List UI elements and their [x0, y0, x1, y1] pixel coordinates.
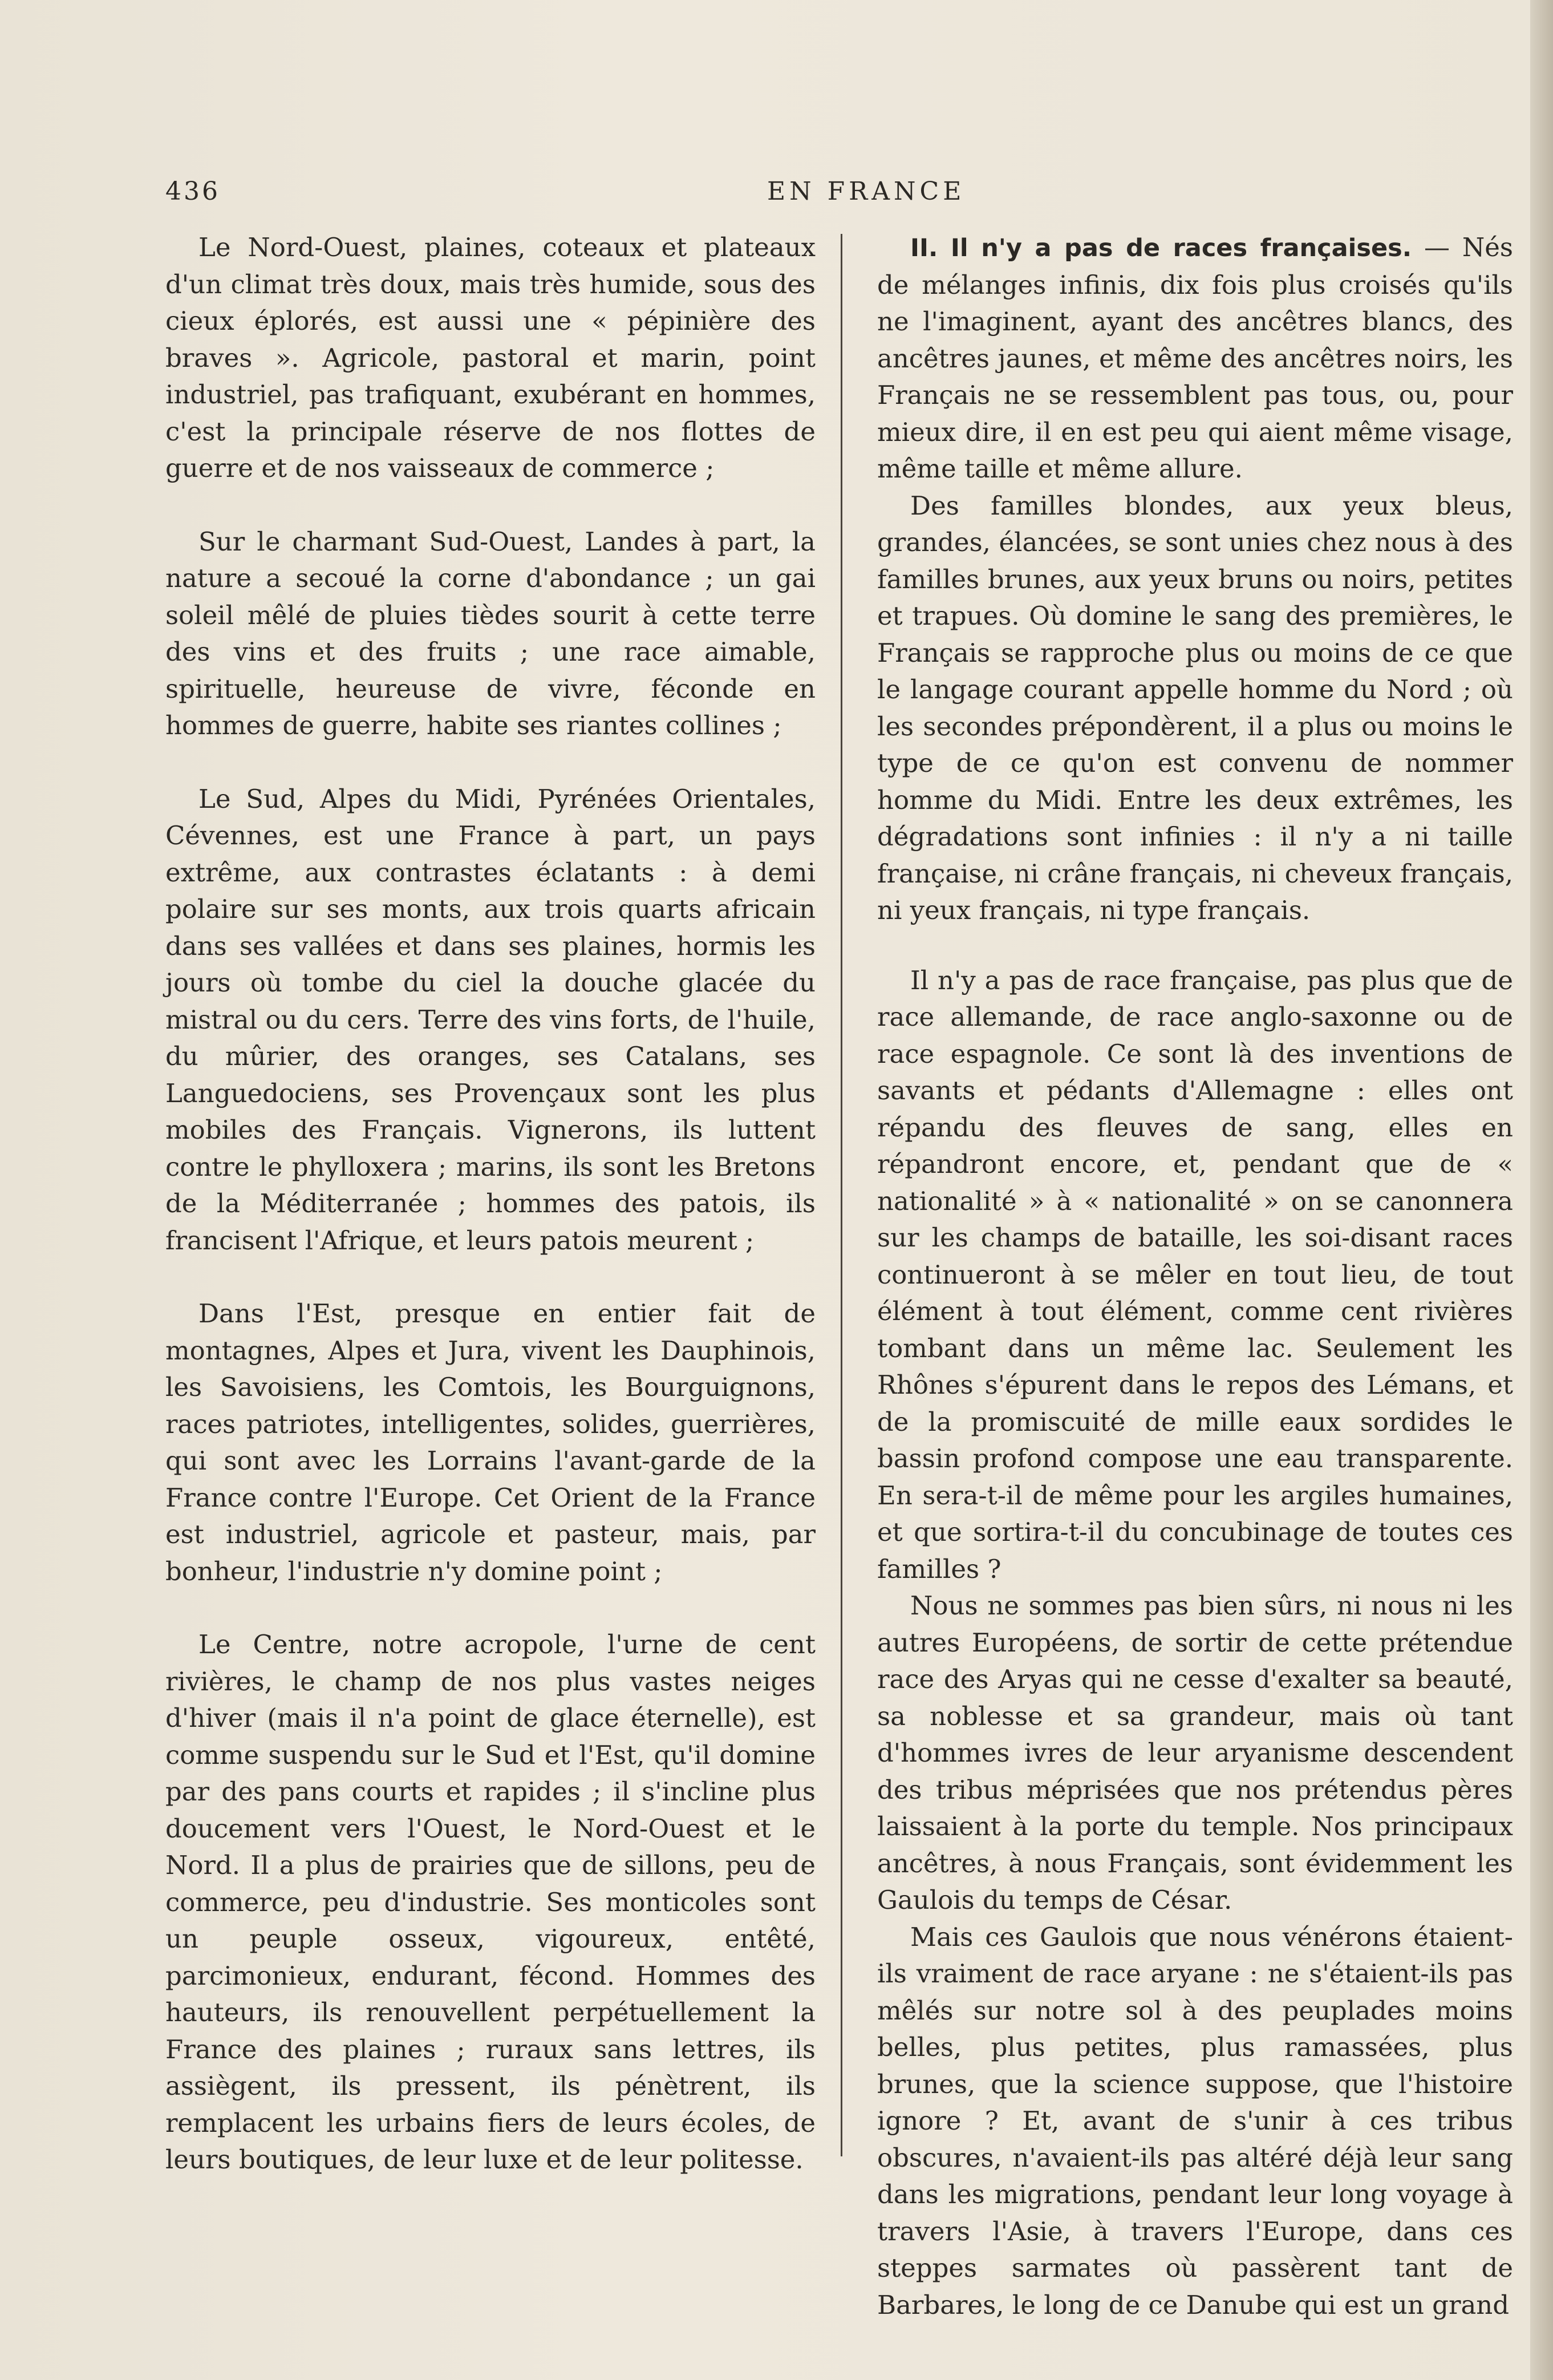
section-heading: II. Il n'y a pas de races françaises.	[910, 234, 1412, 262]
paragraph-gaulois: Mais ces Gaulois que nous vénérons étaient-ils vraiment de race aryane : ne s'étaient-ils pas mêlés sur notre sol à des peuplades moins belles, plus petites, plus ramassées, plus brunes, que la science suppose, que l'histoire ignore ? Et, avant de s'unir à ces tribus obscures, n'avaient-ils pas altéré déjà leur sang dans les migrations, pendant leur long voyage à travers l'Asie, à travers l'Europe, dans ces steppes sarmates où passèrent tant de Barbares, le long de ce Danube qui est un grand	[877, 1921, 1513, 2320]
paragraph-est: Dans l'Est, presque en entier fait de montagnes, Alpes et Jura, vivent les Dauphinois, les Savoisiens, les Comtois, les Bourguignons, races patriotes, intelligentes, solides, guerrières, qui sont avec les Lorrains l'avant-garde de la France contre l'Europe. Cet Orient de la France est industriel, agricole et pasteur, mais, par bonheur, l'industrie n'y domine point ;	[165, 1298, 816, 1586]
column-divider	[841, 234, 842, 2156]
section-paragraph	[877, 229, 1513, 488]
paragraph-nord-ouest: Le Nord-Ouest, plaines, coteaux et plateaux d'un climat très doux, mais très humide, sous des cieux éplorés, est aussi une « pépinière des braves ». Agricole, pastoral et marin, point industriel, pas trafiquant, exubérant en hommes, c'est la principale réserve de nos flottes de guerre et de nos vaisseaux de commerce ;	[165, 232, 816, 483]
left-column	[165, 229, 816, 2175]
paragraph-race-francaise: Il n'y a pas de race française, pas plus que de race allemande, de race anglo-saxonne ou de race espagnole. Ce sont là des inventions de savants et pédants d'Allemagne : elles ont répandu des fleuves de sang, elles en répandront encore, et, pendant que de « nationalité » à « nationalité » on se canonnera sur les champs de bataille, les soi-disant races continueront à se mêler en tout lieu, de tout élément à tout élément, comme cent rivières tombant dans un même lac. Seulement les Rhônes s'épurent dans le repos des Lémans, et de la promiscuité de mille eaux sordides le bassin profond compose une eau transparente. En sera-t-il de même pour les argiles humaines, et que sortira-t-il du concubinage de toutes ces familles ?	[877, 965, 1513, 1584]
right-column	[877, 229, 1513, 2320]
page-number: 436	[165, 177, 220, 206]
section-first-text: — Nés de mélanges infinis, dix fois plus croisés qu'ils ne l'imaginent, ayant des ancêtres blancs, des ancêtres jaunes, et même des ancêtres noirs, les Français ne se ressemblent pas tous, ou, pour mieux dire, il en est peu qui aient même visage, même taille et même allure.	[877, 232, 1513, 484]
paragraph-centre: Le Centre, notre acropole, l'urne de cent rivières, le champ de nos plus vastes neiges d'hiver (mais il n'a point de glace éternelle), est comme suspendu sur le Sud et l'Est, qu'il domine par des pans courts et rapides ; il s'incline plus doucement vers l'Ouest, le Nord-Ouest et le Nord. Il a plus de prairies que de sillons, peu de commerce, peu d'industrie. Ses monticoles sont un peuple osseux, vigoureux, entêté, parcimonieux, endurant, fécond. Hommes des hauteurs, ils renouvellent perpétuellement la France des plaines ; ruraux sans lettres, ils assiègent, ils pressent, ils pénètrent, ils remplacent les urbains fiers de leurs écoles, de leurs boutiques, de leur luxe et de leur politesse.	[165, 1629, 816, 2175]
page-header	[165, 177, 1511, 211]
paragraph-aryas: Nous ne sommes pas bien sûrs, ni nous ni les autres Européens, de sortir de cette prétendue race des Aryas qui ne cesse d'exalter sa beauté, sa noblesse et sa grandeur, mais où tant d'hommes ivres de leur aryanisme descendent des tribus méprisées que nos prétendus pères laissaient à la porte du temple. Nos principaux ancêtres, à nous Français, sont évidemment les Gaulois du temps de César.	[877, 1590, 1513, 1915]
page-edge-shadow	[1530, 0, 1553, 2380]
paragraph-sud: Le Sud, Alpes du Midi, Pyrénées Orientales, Cévennes, est une France à part, un pays extrême, aux contrastes éclatants : à demi polaire sur ses monts, aux trois quarts africain dans ses vallées et dans ses plaines, hormis les jours où tombe du ciel la douche glacée du mistral ou du cers. Terre des vins forts, de l'huile, du mûrier, des oranges, ses Catalans, ses Languedociens, ses Provençaux sont les plus mobiles des Français. Vignerons, ils luttent contre le phylloxera ; marins, ils sont les Bretons de la Méditerranée ; hommes des patois, ils francisent l'Afrique, et leurs patois meurent ;	[165, 783, 816, 1256]
paragraph-sud-ouest: Sur le charmant Sud-Ouest, Landes à part, la nature a secoué la corne d'abondance ; un gai soleil mêlé de pluies tièdes sourit à cette terre des vins et des fruits ; une race aimable, spirituelle, heureuse de vivre, féconde en hommes de guerre, habite ses riantes collines ;	[165, 526, 816, 740]
paragraph-familles: Des familles blondes, aux yeux bleus, grandes, élancées, se sont unies chez nous à des familles brunes, aux yeux bruns ou noirs, petites et trapues. Où domine le sang des premières, le Français se rapproche plus ou moins de ce que le langage courant appelle homme du Nord ; où les secondes prépondèrent, il a plus ou moins le type de ce qu'on est convenu de nommer homme du Midi. Entre les deux extrêmes, les dégradations sont infinies : il n'y a ni taille française, ni crâne français, ni cheveux français, ni yeux français, ni type français.	[877, 490, 1513, 925]
running-head: EN FRANCE	[767, 177, 966, 206]
